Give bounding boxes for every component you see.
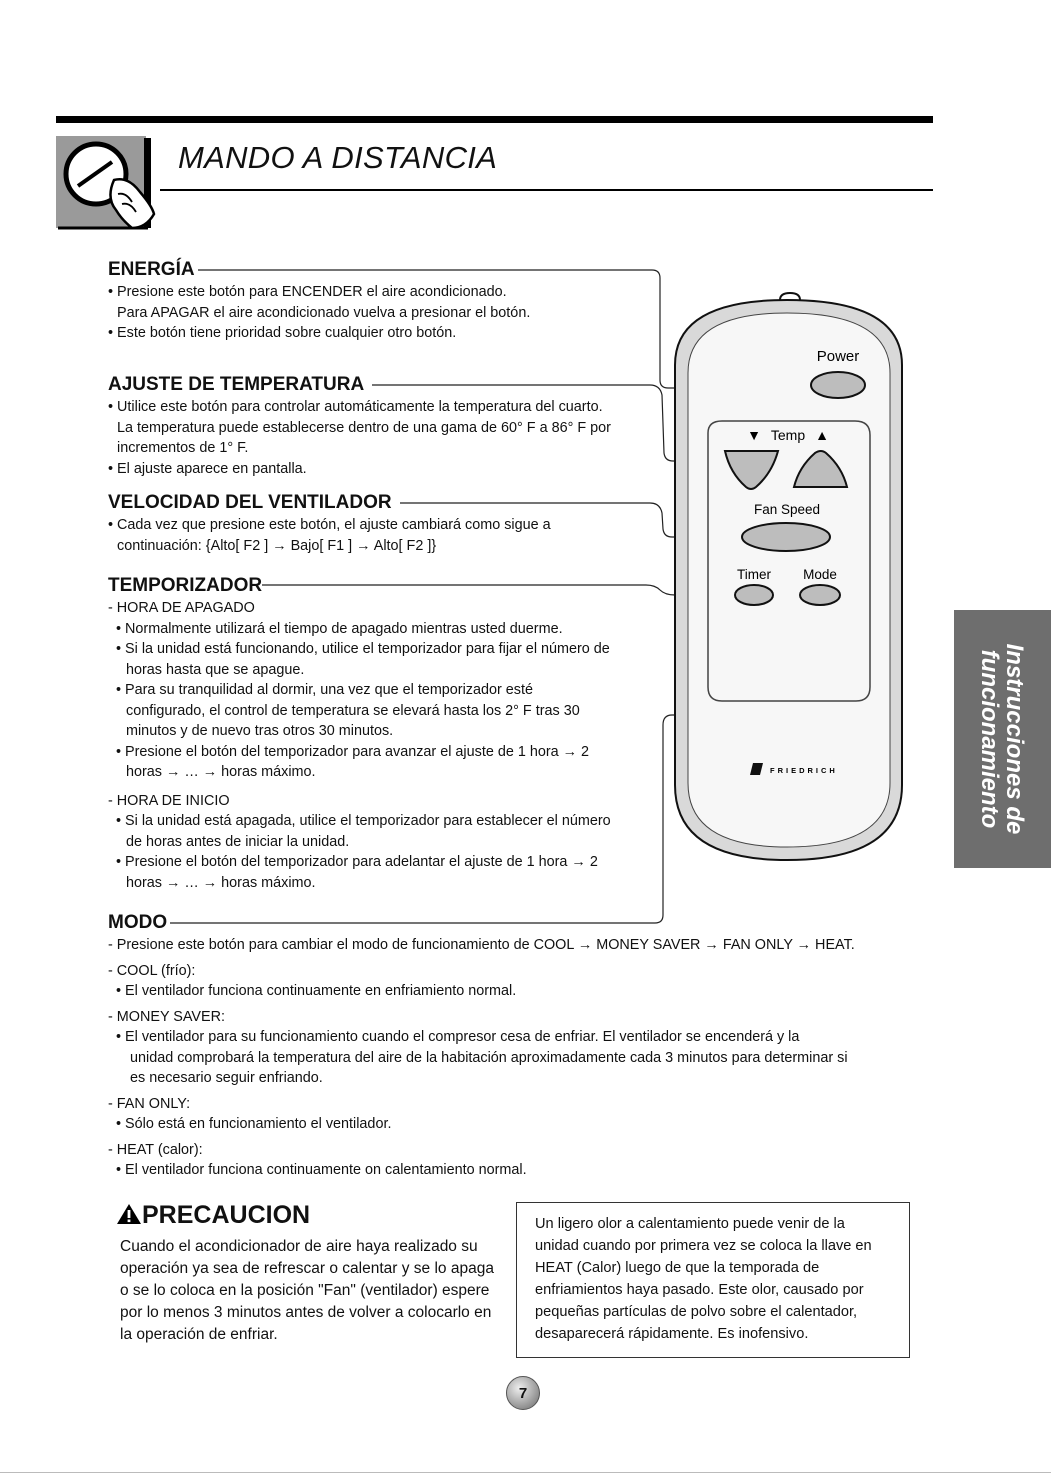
timer-label: Timer	[737, 567, 771, 582]
title-rule	[160, 189, 933, 191]
timer-button[interactable]	[735, 585, 773, 605]
side-tab-text	[977, 644, 1027, 835]
subheading: - HORA DE APAGADO	[108, 600, 255, 616]
text-line: HEAT (Calor) luego de que la temporada de	[535, 1260, 820, 1276]
text-line: continuación: {Alto[ F2 ] → Bajo[ F1 ] → Alto[ F2 ]}	[117, 537, 437, 554]
notice-text	[535, 1213, 872, 1345]
top-rule	[56, 116, 933, 123]
page-title: MANDO A DISTANCIA	[178, 140, 498, 175]
side-tab-line1: Instrucciones de	[1001, 643, 1028, 835]
text-line: • Si la unidad está funcionando, utilice el temporizador para fijar el número de	[116, 641, 610, 657]
text-line: • Sólo está en funcionamiento el ventilador.	[116, 1116, 392, 1132]
subheading: - FAN ONLY:	[108, 1095, 191, 1112]
text-line: - Presione este botón para cambiar el modo de funcionamiento de COOL → MONEY SAVER → FAN ONLY → HEAT.	[108, 937, 855, 953]
subheading: - HORA DE INICIO	[108, 792, 230, 809]
heading-modo: MODO	[108, 912, 168, 933]
subheading: - COOL (frío):	[108, 962, 196, 979]
ventilador-text	[108, 515, 551, 556]
text-line: • El ventilador funciona continuamente on calentamiento normal.	[116, 1162, 527, 1178]
heading-ventilador: VELOCIDAD DEL VENTILADOR	[108, 492, 392, 513]
text-line: minutos y de nuevo tras otros 30 minutos.	[126, 723, 394, 739]
text-line: configurado, el control de temperatura se elevará hasta los 2° F tras 30	[126, 702, 580, 719]
energia-text	[108, 282, 530, 344]
temp-down-arrow-icon: ▼	[747, 427, 761, 443]
text-line: • Normalmente utilizará el tiempo de apagado mientras usted duerme.	[116, 620, 563, 637]
text-line: horas hasta que se apague.	[126, 661, 305, 678]
temperatura-text	[108, 397, 611, 479]
text-line: Un ligero olor a calentamiento puede venir de la	[535, 1216, 845, 1232]
text-line: • Presione el botón del temporizador para avanzar el ajuste de 1 hora → 2	[116, 743, 590, 760]
text-line: unidad comprobará la temperatura del aire de la habitación aproximadamente cada 3 minutos para determinar si	[130, 1049, 848, 1066]
text-line: por lo menos 3 minutos antes de volver a colocarlo en	[120, 1304, 492, 1321]
text-line: enfriamientos haya pasado. Este olor, causado por	[535, 1282, 864, 1298]
mode-button[interactable]	[800, 585, 840, 605]
caution-text	[120, 1236, 494, 1346]
side-tab-line2: funcionamiento	[976, 649, 1003, 829]
temporizador-text	[108, 598, 611, 893]
text-line: La temperatura puede establecerse dentro de una gama de 60° F a 86° F por	[117, 419, 611, 436]
heading-temporizador: TEMPORIZADOR	[108, 575, 263, 596]
subheading: - MONEY SAVER:	[108, 1008, 226, 1025]
page-number: 7	[506, 1376, 540, 1410]
text-line: Para APAGAR el aire acondicionado vuelva a presionar el botón.	[117, 304, 531, 321]
brand-name: FRIEDRICH	[770, 766, 838, 775]
text-line: • Presione este botón para ENCENDER el aire acondicionado.	[108, 284, 507, 300]
text-line: de horas antes de iniciar la unidad.	[126, 833, 350, 850]
heading-energia: ENERGÍA	[108, 259, 195, 280]
text-line: • Presione el botón del temporizador para adelantar el ajuste de 1 hora → 2	[116, 854, 598, 870]
text-line: horas → … → horas máximo.	[126, 764, 316, 780]
temp-up-arrow-icon: ▲	[815, 427, 829, 443]
text-line: • El ajuste aparece en pantalla.	[108, 460, 307, 477]
text-line: • El ventilador funciona continuamente en enfriamiento normal.	[116, 983, 517, 999]
text-line: • Cada vez que presione este botón, el ajuste cambiará como sigue a	[108, 517, 551, 533]
remote-hand-icon	[56, 136, 160, 232]
text-line: • Este botón tiene prioridad sobre cualquier otro botón.	[108, 325, 457, 341]
text-line: • Utilice este botón para controlar automáticamente la temperatura del cuarto.	[108, 399, 603, 415]
subheading: - HEAT (calor):	[108, 1141, 203, 1158]
text-line: horas → … → horas máximo.	[126, 874, 316, 891]
power-button[interactable]	[811, 372, 865, 398]
fan-speed-label: Fan Speed	[753, 502, 821, 517]
temp-label: Temp	[770, 427, 806, 443]
mode-label: Mode	[803, 567, 837, 582]
text-line: la operación de enfriar.	[120, 1326, 278, 1343]
modo-text	[108, 935, 855, 1181]
power-label: Power	[816, 348, 860, 365]
warning-icon	[116, 1203, 142, 1225]
text-line: • Para su tranquilidad al dormir, una vez que el temporizador esté	[116, 682, 533, 698]
text-line: incrementos de 1° F.	[117, 440, 249, 456]
text-line: desaparecerá rápidamente. Es inofensivo.	[535, 1326, 809, 1342]
heading-temperatura: AJUSTE DE TEMPERATURA	[108, 374, 365, 395]
caution-heading	[116, 1201, 310, 1230]
text-line: es necesario seguir enfriando.	[130, 1070, 323, 1086]
text-line: o se lo coloca en la posición "Fan" (ventilador) espere	[120, 1282, 490, 1299]
text-line: unidad cuando por primera vez se coloca la llave en	[535, 1238, 872, 1254]
text-line: Cuando el acondicionador de aire haya realizado su	[120, 1238, 478, 1255]
fan-speed-button[interactable]	[742, 523, 830, 551]
bottom-rule	[0, 1472, 1051, 1473]
text-line: • El ventilador para su funcionamiento cuando el compresor cesa de enfriar. El ventilador se encenderá y la	[116, 1029, 800, 1045]
caution-title: PRECAUCION	[142, 1201, 311, 1229]
text-line: operación ya sea de refrescar o calentar y se lo apaga	[120, 1260, 494, 1277]
text-line: • Si la unidad está apagada, utilice el temporizador para establecer el número	[116, 813, 611, 829]
text-line: pequeñas partículas de polvo sobre el calentador,	[535, 1304, 858, 1320]
